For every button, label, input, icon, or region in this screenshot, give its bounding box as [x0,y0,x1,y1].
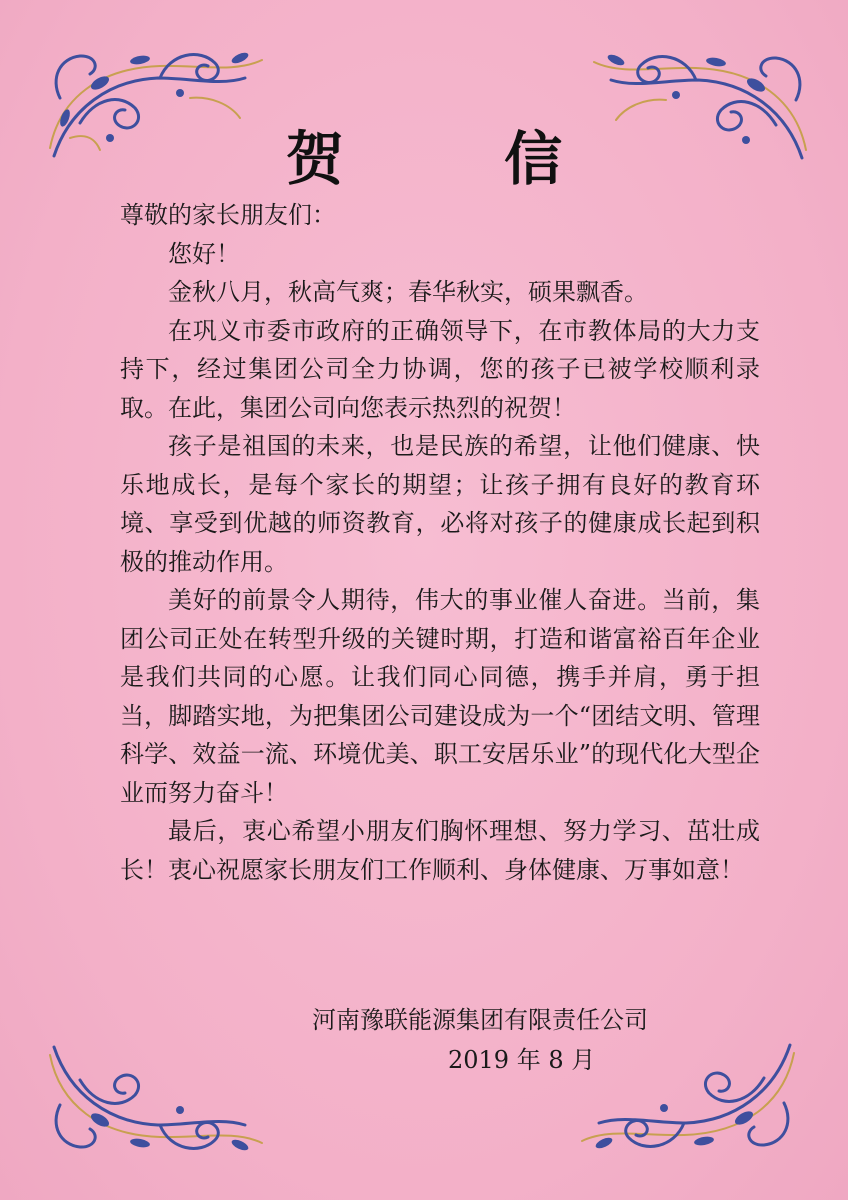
salutation: 尊敬的家长朋友们： [120,201,336,229]
paragraph-closing-wishes: 最后，衷心希望小朋友们胸怀理想、努力学习、茁壮成长！衷心祝愿家长朋友们工作顺利、身体健康、万事如意！ [120,817,760,884]
letter-body [120,196,760,889]
signature-organization: 河南豫联能源集团有限责任公司 [312,1006,648,1034]
paragraph-admission: 在巩义市委市政府的正确领导下，在市教体局的大力支持下，经过集团公司全力协调，您的孩子已被学校顺利录取。在此，集团公司向您表示热烈的祝贺！ [120,316,760,422]
corner-ornament-bottom-left [40,1035,270,1165]
paragraph-company-vision: 美好的前景令人期待，伟大的事业催人奋进。当前，集团公司正处在转型升级的关键时期，打造和谐富裕百年企业是我们共同的心愿。让我们同心同德，携手并肩，勇于担当，脚踏实地，为把集团公司建设成为一个“团结文明、管理科学、效益一流、环境优美、职工安居乐业”的现代化大型企业而努力奋斗！ [120,586,760,807]
signature-block [300,1000,720,1080]
paragraph-greeting: 您好！ [168,239,240,268]
paragraph-season: 金秋八月，秋高气爽；春华秋实，硕果飘香。 [168,278,648,306]
letter-title: 贺 信 [285,125,633,193]
paragraph-children: 孩子是祖国的未来，也是民族的希望，让他们健康、快乐地成长，是每个家长的期望；让孩子拥有良好的教育环境、享受到优越的师资教育，必将对孩子的健康成长起到积极的推动作用。 [120,432,760,576]
signature-date: 2019 年 8 月 [448,1046,596,1074]
